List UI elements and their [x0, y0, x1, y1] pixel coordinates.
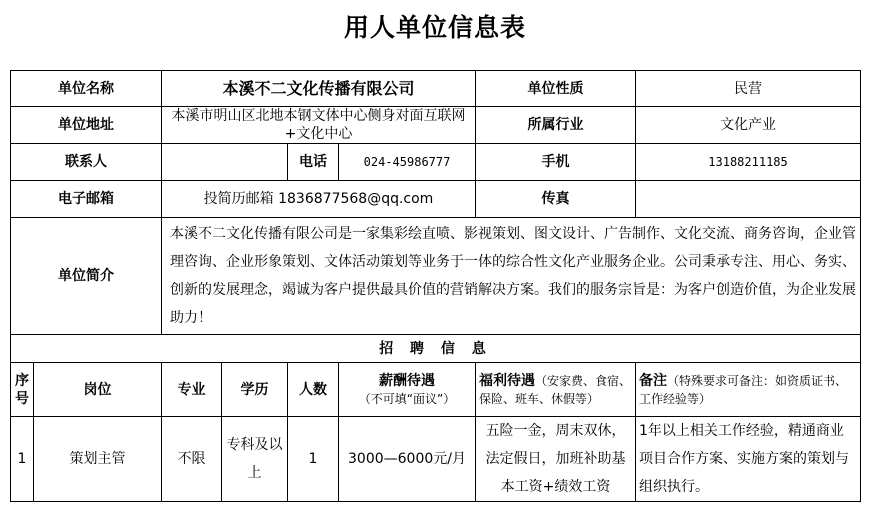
email: 投简历邮箱 1836877568@qq.com: [162, 181, 476, 218]
contact: [162, 144, 288, 181]
company-name-label: 单位名称: [11, 71, 162, 107]
phone: 024-45986777: [339, 144, 476, 181]
header-remark-cell: [636, 363, 861, 417]
table-row: [11, 417, 861, 502]
header-remark: 备注: [639, 372, 668, 389]
employer-info-table: [10, 70, 861, 502]
row-count: 1: [288, 417, 339, 502]
row-email: [11, 181, 861, 218]
page-title: 用人单位信息表: [343, 13, 526, 42]
header-salary: 薪酬待遇: [379, 372, 435, 389]
address-label: 单位地址: [11, 107, 162, 144]
row-company-name: [11, 71, 861, 107]
row-salary: 3000—6000元/月: [339, 417, 476, 502]
header-seq: 序号: [11, 363, 34, 417]
mobile-label: 手机: [476, 144, 636, 181]
recruit-header-row: [11, 363, 861, 417]
phone-label: 电话: [288, 144, 339, 181]
industry: 文化产业: [636, 107, 861, 144]
header-remark-note: （特殊要求可备注：如资质证书、工作经验等）: [639, 373, 848, 406]
row-contact: [11, 144, 861, 181]
row-recruit-section: [11, 335, 861, 363]
mobile: 13188211185: [636, 144, 861, 181]
email-label: 电子邮箱: [11, 181, 162, 218]
header-salary-note: （不可填“面议”）: [358, 391, 456, 406]
company-nature: 民营: [636, 71, 861, 107]
header-welfare-cell: [476, 363, 636, 417]
header-major: 专业: [162, 363, 222, 417]
header-education: 学历: [222, 363, 288, 417]
header-welfare: 福利待遇: [479, 372, 536, 389]
row-welfare: 五险一金，周末双休，法定假日，加班补助基本工资+绩效工资: [476, 417, 636, 502]
company-intro: 本溪不二文化传播有限公司是一家集彩绘直喷、影视策划、图文设计、广告制作、文化交流、商务咨询，企业管理咨询、企业形象策划、文体活动策划等业务于一体的综合性文化产业服务企业。公司秉承专注、用心、务实、创新的发展理念，竭诚为客户提供最具价值的营销解决方案。我们的服务宗旨是：为客户创造价值，为企业发展助力！: [162, 218, 861, 335]
row-seq: 1: [11, 417, 34, 502]
header-welfare-note: （安家费、食宿、保险、班车、休假等）: [479, 373, 632, 406]
company-name: 本溪不二文化传播有限公司: [162, 71, 476, 107]
intro-label: 单位简介: [11, 218, 162, 335]
row-education: 专科及以上: [222, 417, 288, 502]
header-salary-cell: [339, 363, 476, 417]
industry-label: 所属行业: [476, 107, 636, 144]
row-intro: [11, 218, 861, 335]
recruit-section-title: 招 聘 信 息: [11, 335, 861, 363]
header-position: 岗位: [34, 363, 162, 417]
row-remark: 1年以上相关工作经验，精通商业项目合作方案、实施方案的策划与组织执行。: [636, 417, 861, 502]
fax-label: 传真: [476, 181, 636, 218]
fax: [636, 181, 861, 218]
company-nature-label: 单位性质: [476, 71, 636, 107]
row-major: 不限: [162, 417, 222, 502]
row-position: 策划主管: [34, 417, 162, 502]
contact-label: 联系人: [11, 144, 162, 181]
address: 本溪市明山区北地本钢文体中心侧身对面互联网+文化中心: [162, 107, 476, 144]
row-address: [11, 107, 861, 144]
header-count: 人数: [288, 363, 339, 417]
